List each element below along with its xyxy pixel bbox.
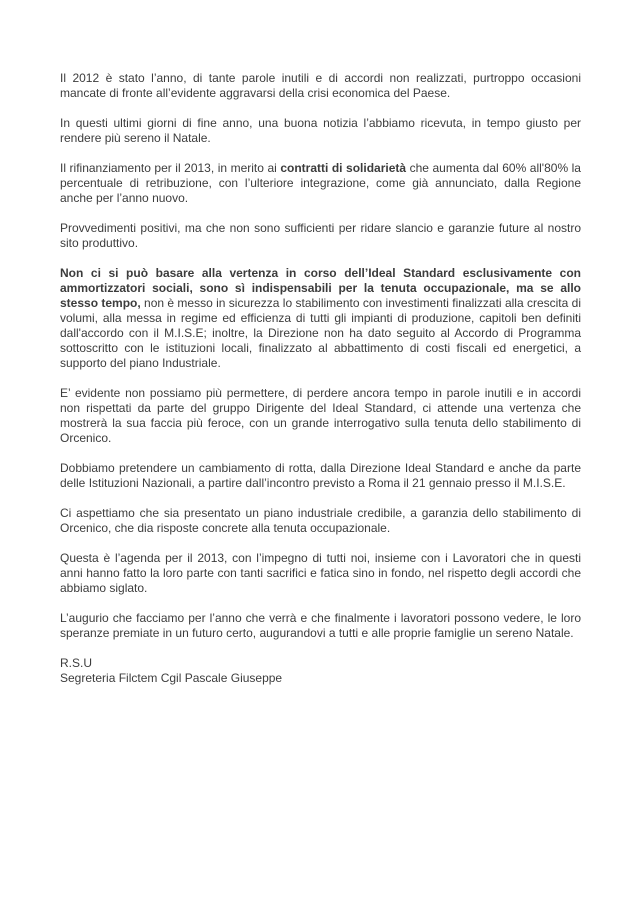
text-run: Provvedimenti positivi, ma che non sono sufficienti per ridare slancio e garanzie future al nostro sito produttivo. (60, 221, 581, 250)
paragraph (60, 221, 581, 251)
text-run: R.S.U (60, 656, 93, 670)
text-run: che aumenta dal 60% all'80% la percentuale di retribuzione, con l’ulteriore integrazione, come già annunciato, dalla Regione anche per l’anno nuovo. (60, 161, 581, 205)
paragraph (60, 506, 581, 536)
text-run: L’augurio che facciamo per l’anno che verrà e che finalmente i lavoratori possono vedere, le loro speranze premiate in un futuro certo, augurandovi a tutti e alle proprie famiglie un sereno Natale. (60, 611, 581, 640)
paragraph (60, 386, 581, 446)
text-run: In questi ultimi giorni di fine anno, una buona notizia l’abbiamo ricevuta, in tempo giusto per rendere più sereno il Natale. (60, 116, 581, 145)
text-run: E’ evidente non possiamo più permettere, di perdere ancora tempo in parole inutili e in accordi non rispettati da parte del gruppo Dirigente del Ideal Standard, ci attende una vertenza che mostrerà la sua faccia più feroce, con un grande interrogativo sulla tenuta dello stabilimento di Orcenico. (60, 386, 581, 445)
paragraph (60, 161, 581, 206)
paragraph (60, 266, 581, 371)
text-run: Il rifinanziamento per il 2013, in merito ai (60, 161, 281, 175)
text-run: non è messo in sicurezza lo stabilimento con investimenti finalizzati alla crescita di volumi, alla messa in regime ed efficienza di tutti gli impianti di produzione, capitoli ben definiti dall'accordo con il M.I.S.E; inoltre, la Direzione non ha dato seguito al Accordo di Programma sottoscritto con le istituzioni locali, finalizzato al abbattimento di costi fiscali ed energetici, a supporto del piano Industriale. (60, 296, 581, 370)
text-run-bold: Non ci si può basare alla vertenza in corso dell’Ideal Standard esclusivamente con ammortizzatori sociali, sono sì indispensabili per la tenuta occupazionale, ma se allo stesso tempo, (60, 266, 581, 310)
text-run: Dobbiamo pretendere un cambiamento di rotta, dalla Direzione Ideal Standard e anche da parte delle Istituzioni Nazionali, a partire dall’incontro previsto a Roma il 21 gennaio presso il M.I.S.E. (60, 461, 581, 490)
text-run-bold: contratti di solidarietà (280, 161, 407, 175)
paragraph (60, 71, 581, 101)
paragraph (60, 116, 581, 146)
text-run: Segreteria Filctem Cgil Pascale Giuseppe (60, 671, 283, 685)
document-body (60, 71, 581, 686)
paragraph (60, 551, 581, 596)
text-run: Questa è l’agenda per il 2013, con l’impegno di tutti noi, insieme con i Lavoratori che in questi anni hanno fatto la loro parte con tanti sacrifici e fatica sino in fondo, nel rispetto degli accordi che abbiamo siglato. (60, 551, 581, 595)
paragraph (60, 656, 581, 671)
paragraph (60, 671, 581, 686)
paragraph (60, 461, 581, 491)
paragraph (60, 611, 581, 641)
text-run: Il 2012 è stato l’anno, di tante parole inutili e di accordi non realizzati, purtroppo occasioni mancate di fronte all’evidente aggravarsi della crisi economica del Paese. (60, 71, 581, 100)
text-run: Ci aspettiamo che sia presentato un piano industriale credibile, a garanzia dello stabilimento di Orcenico, che dia risposte concrete alla tenuta occupazionale. (60, 506, 581, 535)
